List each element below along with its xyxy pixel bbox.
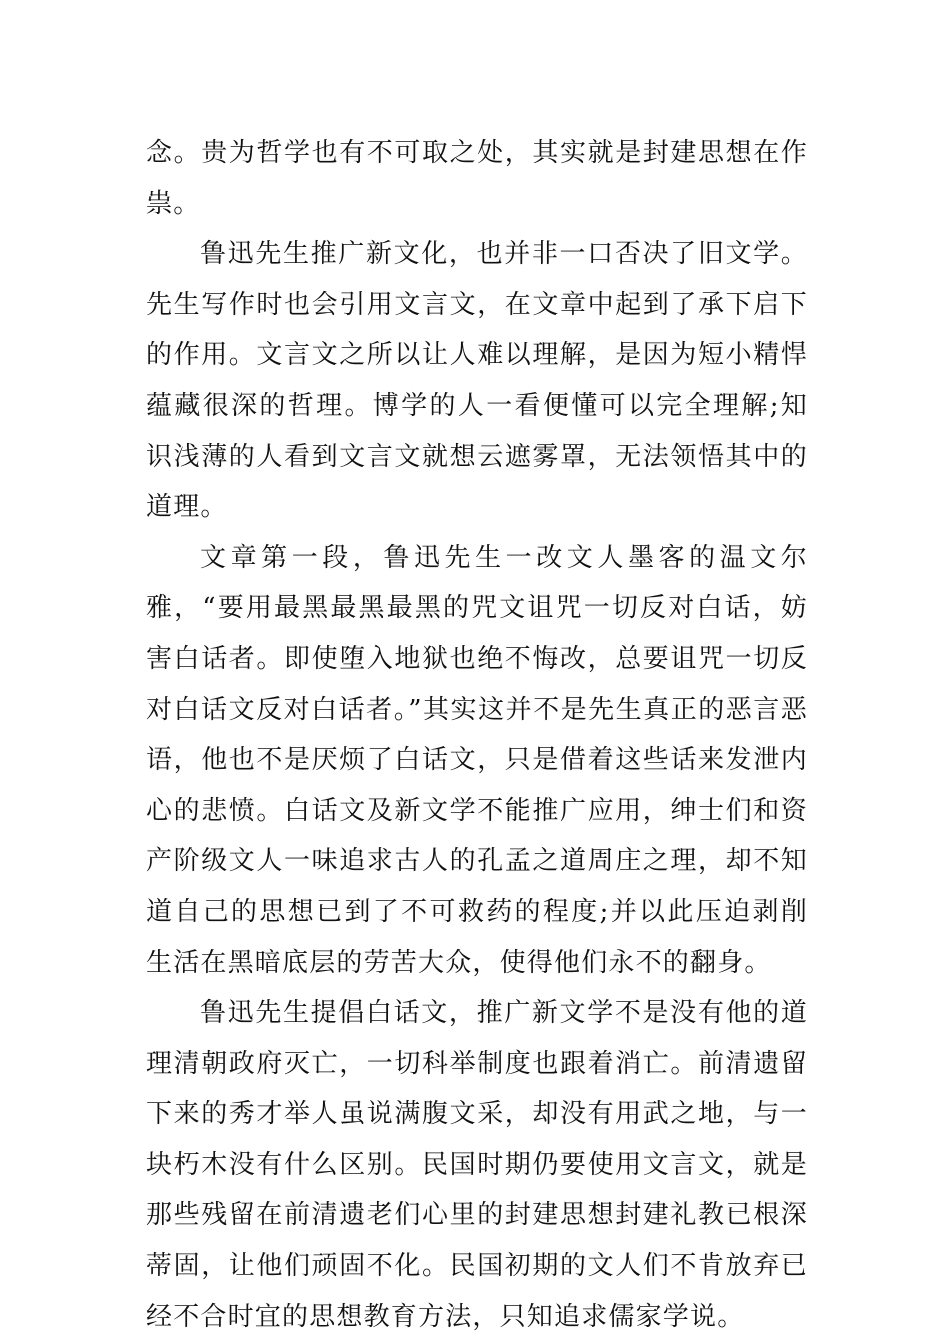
paragraph-2: 鲁迅先生推广新文化，也并非一口否决了旧文学。先生写作时也会引用文言文，在文章中起到了承下启下的作用。文言文之所以让人难以理解，是因为短小精悍蕴藏很深的哲理。博学的人一看便懂可以完全理解;知识浅薄的人看到文言文就想云遮雾罩，无法领悟其中的道理。	[146, 239, 808, 523]
body-text	[146, 128, 808, 1342]
paragraph-3: 文章第一段，鲁迅先生一改文人墨客的温文尔雅，“要用最黑最黑最黑的咒文诅咒一切反对白话，妨害白话者。即使堕入地狱也绝不悔改，总要诅咒一切反对白话文反对白话者。”其实这并不是先生真正的恶言恶语，他也不是厌烦了白话文，只是借着这些话来发泄内心的悲愤。白话文及新文学不能推广应用，绅士们和资产阶级文人一味追求古人的孔孟之道周庄之理，却不知道自己的思想已到了不可救药的程度;并以此压迫剥削生活在黑暗底层的劳苦大众，使得他们永不的翻身。	[146, 542, 808, 978]
paragraph-4: 鲁迅先生提倡白话文，推广新文学不是没有他的道理清朝政府灭亡，一切科举制度也跟着消亡。前清遗留下来的秀才举人虽说满腹文采，却没有用武之地，与一块朽木没有什么区别。民国时期仍要使用文言文，就是那些残留在前清遗老们心里的封建思想封建礼教已根深蒂固，让他们顽固不化。民国初期的文人们不肯放弃已经不合时宜的思想教育方法，只知追求儒家学说。	[146, 998, 808, 1332]
paragraph-1: 念。贵为哲学也有不可取之处，其实就是封建思想在作祟。	[146, 138, 808, 219]
